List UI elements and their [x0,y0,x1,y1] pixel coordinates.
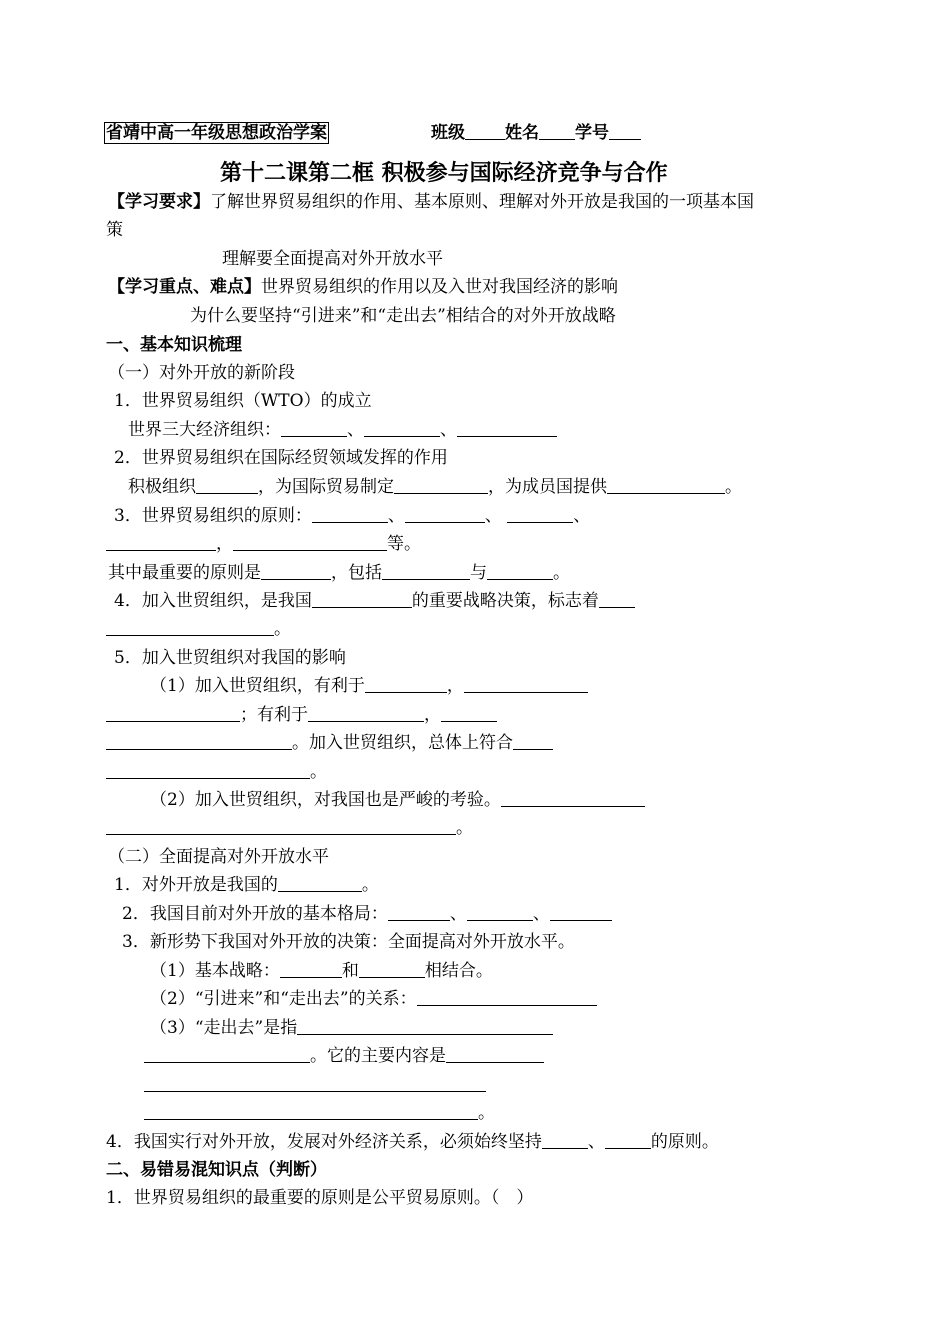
section1-heading: 一、基本知识梳理 [106,335,242,355]
answer-blank[interactable] [196,477,258,494]
keypoints-tag: 【学习重点、难点】 [108,277,261,297]
keypoints-line-1: 【学习重点、难点】世界贸易组织的作用以及入世对我国经济的影响 [108,277,618,297]
class-blank[interactable] [465,123,505,140]
q5d: 。 [106,762,327,782]
q5: 5．加入世贸组织对我国的影响 [114,648,346,668]
answer-blank[interactable] [446,1046,544,1063]
q1: 1．世界贸易组织（WTO）的成立 [114,391,372,411]
answer-blank[interactable] [382,563,470,580]
answer-blank[interactable] [501,790,645,807]
section2-heading: 二、易错易混知识点（判断） [106,1160,327,1180]
p3c: （3）“走出去”是指 [150,1018,553,1038]
school-label: 省靖中高一年级思想政治学案 [106,123,327,143]
answer-blank[interactable] [106,818,456,835]
answer-blank[interactable] [464,676,588,693]
p3a: （1）基本战略： 和 相结合。 [150,961,493,981]
answer-blank[interactable] [607,477,725,494]
answer-blank[interactable] [605,1132,651,1149]
answer-blank[interactable] [106,762,310,779]
answer-blank[interactable] [364,420,440,437]
answer-blank[interactable] [261,563,331,580]
answer-blank[interactable] [457,420,557,437]
p2: 2．我国目前对外开放的基本格局： 、 、 [122,904,612,924]
answer-blank[interactable] [106,619,274,636]
answer-blank[interactable] [487,563,553,580]
p1: 1．对外开放是我国的 。 [114,875,379,895]
requirements-line-1: 【学习要求】了解世界贸易组织的作用、基本原则、理解对外开放是我国的一项基本国 [108,192,754,212]
q4b: 。 [106,619,291,639]
requirements-line-2: 理解要全面提高对外开放水平 [222,249,443,269]
answer-blank[interactable] [144,1046,310,1063]
q3: 3．世界贸易组织的原则： 、 、 、 [114,506,591,526]
answer-blank[interactable] [106,705,240,722]
q5b: ；有利于 ， [106,705,497,725]
answer-blank[interactable] [417,989,597,1006]
answer-blank[interactable] [144,1103,478,1120]
answer-blank[interactable] [513,733,553,750]
answer-blank[interactable] [467,904,533,921]
p3d: 。它的主要内容是 [144,1046,544,1066]
student-info [431,123,641,143]
number-blank[interactable] [609,123,641,140]
p3b: （2）“引进来”和“走出去”的关系： [150,989,597,1009]
judge-question-1: 1．世界贸易组织的最重要的原则是公平贸易原则。（ ） [106,1188,534,1208]
answer-blank[interactable] [233,534,387,551]
p4: 4．我国实行对外开放，发展对外经济关系，必须始终坚持 、 的原则。 [106,1132,719,1152]
q3b: ， 等。 [106,534,421,554]
answer-blank[interactable] [388,904,450,921]
q2: 2．世界贸易组织在国际经贸领域发挥的作用 [114,448,448,468]
header-row [104,123,329,143]
name-label: 姓名 [505,123,539,143]
part2-heading: （二）全面提高对外开放水平 [108,847,329,867]
answer-blank[interactable] [106,534,216,551]
p3: 3．新形势下我国对外开放的决策：全面提高对外开放水平。 [122,932,575,952]
answer-blank[interactable] [312,506,388,523]
requirements-line-1b: 策 [106,220,123,240]
answer-blank[interactable] [599,591,635,608]
answer-blank[interactable] [542,1132,588,1149]
class-label: 班级 [431,123,465,143]
answer-blank[interactable] [278,875,362,892]
q5a: （1）加入世贸组织，有利于 ， [150,676,588,696]
requirements-tag: 【学习要求】 [108,192,210,212]
part1-heading: （一）对外开放的新阶段 [108,363,295,383]
p3f: 。 [144,1103,495,1123]
answer-blank[interactable] [359,961,425,978]
answer-blank[interactable] [281,420,347,437]
number-label: 学号 [575,123,609,143]
answer-blank[interactable] [507,506,573,523]
q5f: 。 [106,818,473,838]
keypoints-line-2: 为什么要坚持“引进来”和“走出去”相结合的对外开放战略 [190,306,616,326]
answer-blank[interactable] [550,904,612,921]
answer-blank[interactable] [280,961,342,978]
answer-blank[interactable] [144,1075,486,1092]
page-title: 第十二课第二框 积极参与国际经济竞争与合作 [220,161,668,186]
q5c: 。加入世贸组织，总体上符合 [106,733,553,753]
answer-blank[interactable] [308,705,424,722]
name-blank[interactable] [539,123,575,140]
answer-blank[interactable] [441,705,497,722]
q4: 4．加入世贸组织，是我国 的重要战略决策，标志着 [114,591,635,611]
answer-blank[interactable] [394,477,488,494]
q5e: （2）加入世贸组织，对我国也是严峻的考验。 [150,790,645,810]
q3c: 其中最重要的原则是 ，包括 与 。 [108,563,570,583]
answer-blank[interactable] [297,1018,553,1035]
q2a: 积极组织 ，为国际贸易制定 ，为成员国提供 。 [128,477,742,497]
q1a: 世界三大经济组织： 、 、 [128,420,557,440]
answer-blank[interactable] [106,733,292,750]
answer-blank[interactable] [312,591,412,608]
answer-blank[interactable] [405,506,485,523]
p3e [144,1075,486,1095]
answer-blank[interactable] [365,676,447,693]
